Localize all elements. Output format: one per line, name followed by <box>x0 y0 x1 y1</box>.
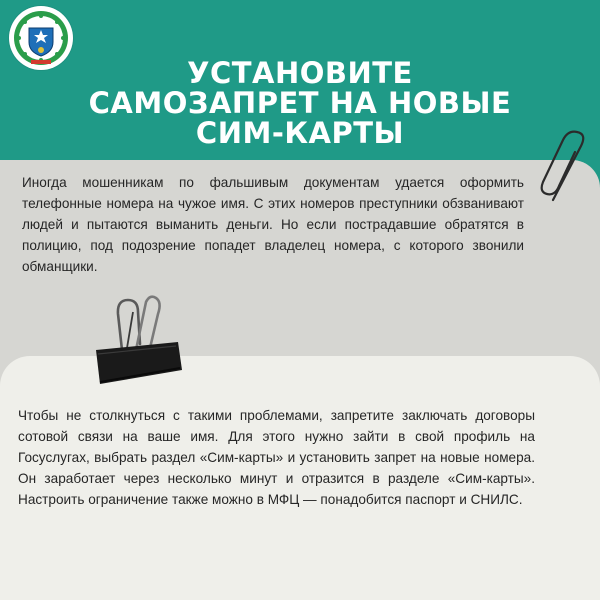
instructions-paragraph: Чтобы не столкнуться с такими проблемами, запретите заключать договоры сотовой связи на ваше имя. Для этого нужно зайти в свой профиль на Госуслугах, выбрать раздел «Сим-карты» и установить запрет на новые номера. Он заработает через несколько минут и отразится в разделе «Сим-карты». Настроить ограничение также можно в МФЦ — понадобится паспорт и СНИЛС. <box>18 408 535 507</box>
intro-paragraph: Иногда мошенникам по фальшивым документам удается оформить телефонные номера на чужое имя. С этих номеров преступники обзванивают людей и пытаются выманить деньги. Но если пострадавшие обратятся в полицию, под подозрение попадет владелец номера, с которого звонили обманщики. <box>22 175 524 274</box>
title-line-1: УСТАНОВИТЕ <box>187 56 413 90</box>
paperclip-icon <box>535 130 593 210</box>
binder-clip-icon <box>92 292 187 388</box>
title-line-2: САМОЗАПРЕТ НА НОВЫЕ <box>88 86 512 120</box>
page-title <box>0 58 600 148</box>
title-line-3: СИМ-КАРТЫ <box>195 116 405 150</box>
